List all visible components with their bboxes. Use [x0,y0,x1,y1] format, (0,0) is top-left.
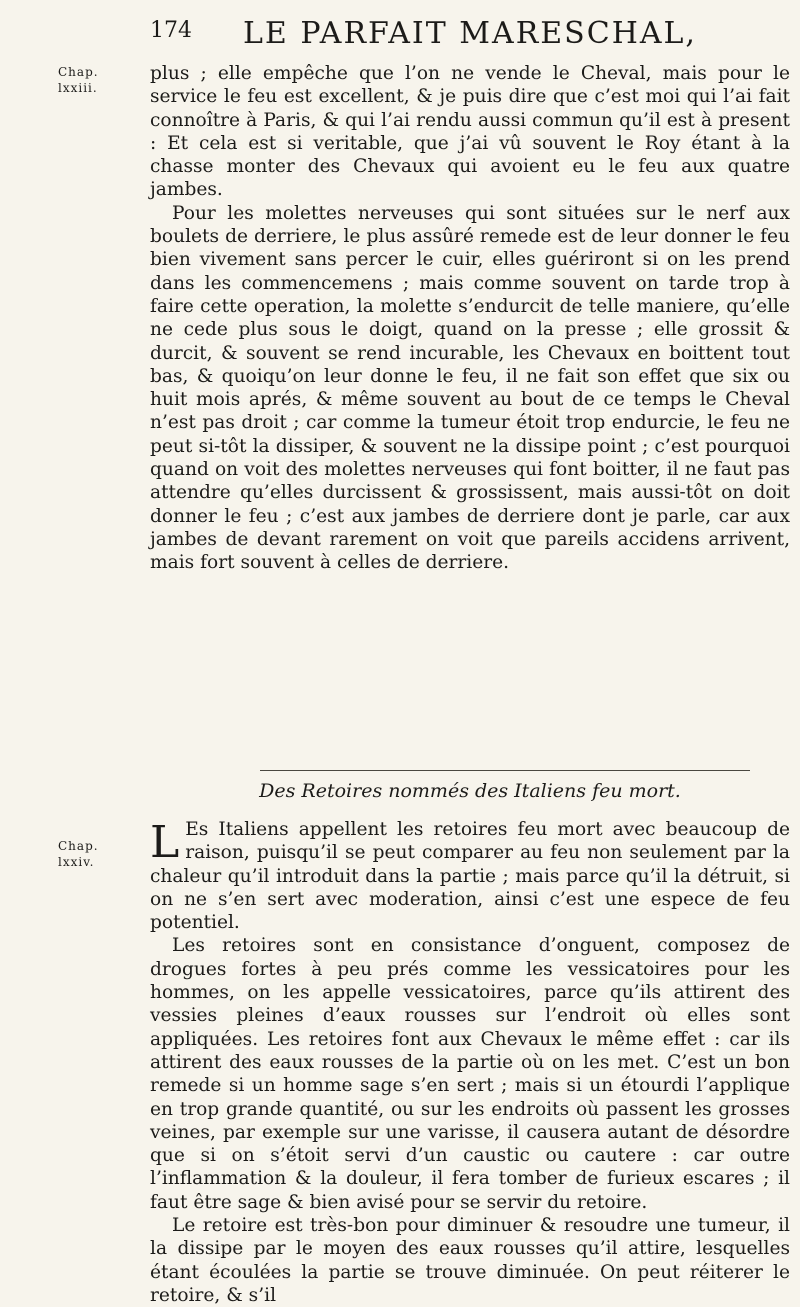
paragraph: plus ; elle empêche que l’on ne vende le Cheval, mais pour le service le feu est excellent, & je puis dire que c’est moi qui l’ai fait connoître à Paris, & qui l’ai rendu aussi commun qu’il est à present : Et cela est si veritable, que j’ai vû souvent le Roy étant à la chasse monter des Chevaux qui avoient eu le feu aux quatre jambes. [150,63,790,201]
paragraph: Les retoires sont en consistance d’onguent, composez de drogues fortes à peu prés comme les vessicatoires pour les hommes, on les appelle vessicatoires, parce qu’ils attirent des vessies pleines d’eaux rousses sur l’endroit où elles sont appliquées. Les retoires font aux Chevaux le même effet : car ils attirent des eaux rousses de la partie où on les met. C’est un bon remede si un homme sage s’en sert ; mais si un étourdi l’applique en trop grande quantité, ou sur les endroits où passent les grosses veines, par exemple sur une varisse, il causera autant de désordre que si on s’étoit servi d’un caustic ou cautere : car outre l’inflammation & la douleur, il fera tomber de furieux escares ; il faut être sage & bien avisé pour se servir du retoire. [150,935,790,1213]
margin-note-chap: Chap. [58,65,99,79]
margin-note-number: lxxiii. [58,81,98,95]
margin-note-chap: Chap. [58,839,99,853]
margin-note-number: lxxiv. [58,855,95,869]
section-two-text [150,818,790,1307]
section-divider [260,770,750,771]
paragraph: Le retoire est très-bon pour diminuer & resoudre une tumeur, il la dissipe par le moyen des eaux rousses qu’il attire, lesquelles étant écoulées la partie se trouve diminuée. On peut réiterer le retoire, & s’il [150,1215,790,1306]
running-title: LE PARFAIT MARESCHAL, [243,16,697,51]
paragraph: Pour les molettes nerveuses qui sont situées sur le nerf aux boulets de derriere, le plus assûré remede est de leur donner le feu bien vivement sans percer le cuir, elles guériront si on les prend dans les commencemens ; mais comme souvent on tarde trop à faire cette operation, la molette s’endurcit de telle maniere, qu’elle ne cede plus sous le doigt, quand on la presse ; elle grossit & durcit, & souvent se rend incurable, les Chevaux en boittent tout bas, & quoiqu’on leur donne le feu, il ne fait son effet que six ou huit mois aprés, & même souvent au bout de ce temps le Cheval n’est pas droit ; car comme la tumeur étoit trop endurcie, le feu ne peut si-tôt la dissiper, & souvent ne la dissipe point ; c’est pourquoi quand on voit des molettes nerveuses qui font boitter, il ne faut pas attendre qu’elles durcissent & grossissent, mais aussi-tôt on doit donner le feu ; c’est aux jambes de derriere dont je parle, car aux jambes de devant rarement on voit que pareils accidens arrivent, mais fort souvent à celles de derriere. [150,202,790,574]
chapter-margin-note [58,838,116,870]
paragraph [150,818,790,934]
drop-cap: L [150,817,180,868]
section-title: Des Retoires nommés des Italiens feu mort. [259,780,681,802]
section-one-text [150,62,790,575]
page-number: 174 [150,18,192,43]
page-header [150,16,790,56]
paragraph-text: Es Italiens appellent les retoires feu mort avec beaucoup de raison, puisqu’il se peut comparer au feu non seulement par la chaleur qu’il introduit dans la partie ; mais parce qu’il la détruit, si on ne s’en sert avec moderation, ainsi c’est une espece de feu potentiel. [150,819,790,934]
chapter-margin-note [58,64,116,96]
